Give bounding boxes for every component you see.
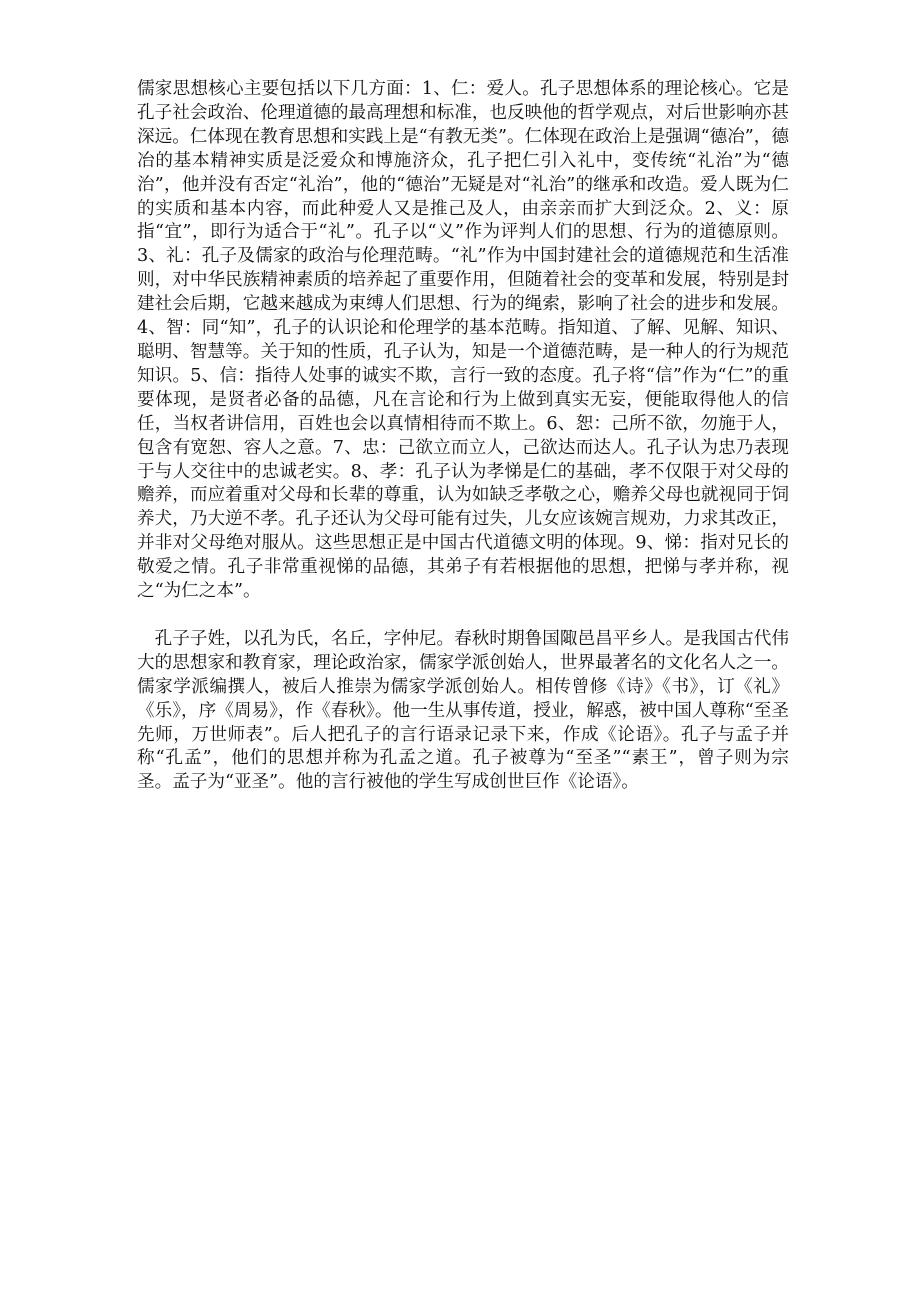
- paragraph-confucius-biography: 孔子子姓，以孔为氏，名丘，字仲尼。春秋时期鲁国陬邑昌平乡人。是我国古代伟大的思想家和教育家，理论政治家，儒家学派创始人，世界最著名的文化名人之一。儒家学派编撰人，被后人推崇为儒家学派创始人。相传曾修《诗》《书》，订《礼》《乐》，序《周易》，作《春秋》。他一生从事传道，授业，解惑，被中国人尊称“至圣先师，万世师表”。后人把孔子的言行语录记录下来，作成《论语》。孔子与孟子并称“孔孟”，他们的思想并称为孔孟之道。孔子被尊为“至圣”“素王”，曾子则为宗圣。孟子为“亚圣”。他的言行被他的学生写成创世巨作《论语》。: [137, 628, 789, 793]
- document-body: [137, 78, 789, 795]
- paragraph-confucian-core-ideas: 儒家思想核心主要包括以下几方面：1、仁：爱人。孔子思想体系的理论核心。它是孔子社会政治、伦理道德的最高理想和标准，也反映他的哲学观点，对后世影响亦甚深远。仁体现在教育思想和实践上是“有教无类”。仁体现在政治上是强调“德冶”，德冶的基本精神实质是泛爱众和博施济众，孔子把仁引入礼中，变传统“礼治”为“德治”，他并没有否定“礼治”，他的“德治”无疑是对“礼治”的继承和改造。爱人既为仁的实质和基本内容，而此种爱人又是推己及人，由亲亲而扩大到泛众。2、义：原指“宜”，即行为适合于“礼”。孔子以“义”作为评判人们的思想、行为的道德原则。3、礼：孔子及儒家的政治与伦理范畴。“礼”作为中国封建社会的道德规范和生活准则，对中华民族精神素质的培养起了重要作用，但随着社会的变革和发展，特别是封建社会后期，它越来越成为束缚人们思想、行为的绳索，影响了社会的进步和发展。4、智：同“知”，孔子的认识论和伦理学的基本范畴。指知道、了解、见解、知识、聪明、智慧等。关于知的性质，孔子认为，知是一个道德范畴，是一种人的行为规范知识。5、信：指待人处事的诚实不欺，言行一致的态度。孔子将“信”作为“仁”的重要体现，是贤者必备的品德，凡在言论和行为上做到真实无妄，便能取得他人的信任，当权者讲信用，百姓也会以真情相待而不欺上。6、恕：己所不欲，勿施于人，包含有宽恕、容人之意。7、忠：己欲立而立人，己欲达而达人。孔子认为忠乃表现于与人交往中的忠诚老实。8、孝：孔子认为孝悌是仁的基础，孝不仅限于对父母的赡养，而应着重对父母和长辈的尊重，认为如缺乏孝敬之心，赡养父母也就视同于饲养犬，乃大逆不孝。孔子还认为父母可能有过失，儿女应该婉言规劝，力求其改正，并非对父母绝对服从。这些思想正是中国古代道德文明的体现。9、悌：指对兄长的敬爱之情。孔子非常重视悌的品德，其弟子有若根据他的思想，把悌与孝并称，视之“为仁之本”。: [137, 79, 789, 602]
